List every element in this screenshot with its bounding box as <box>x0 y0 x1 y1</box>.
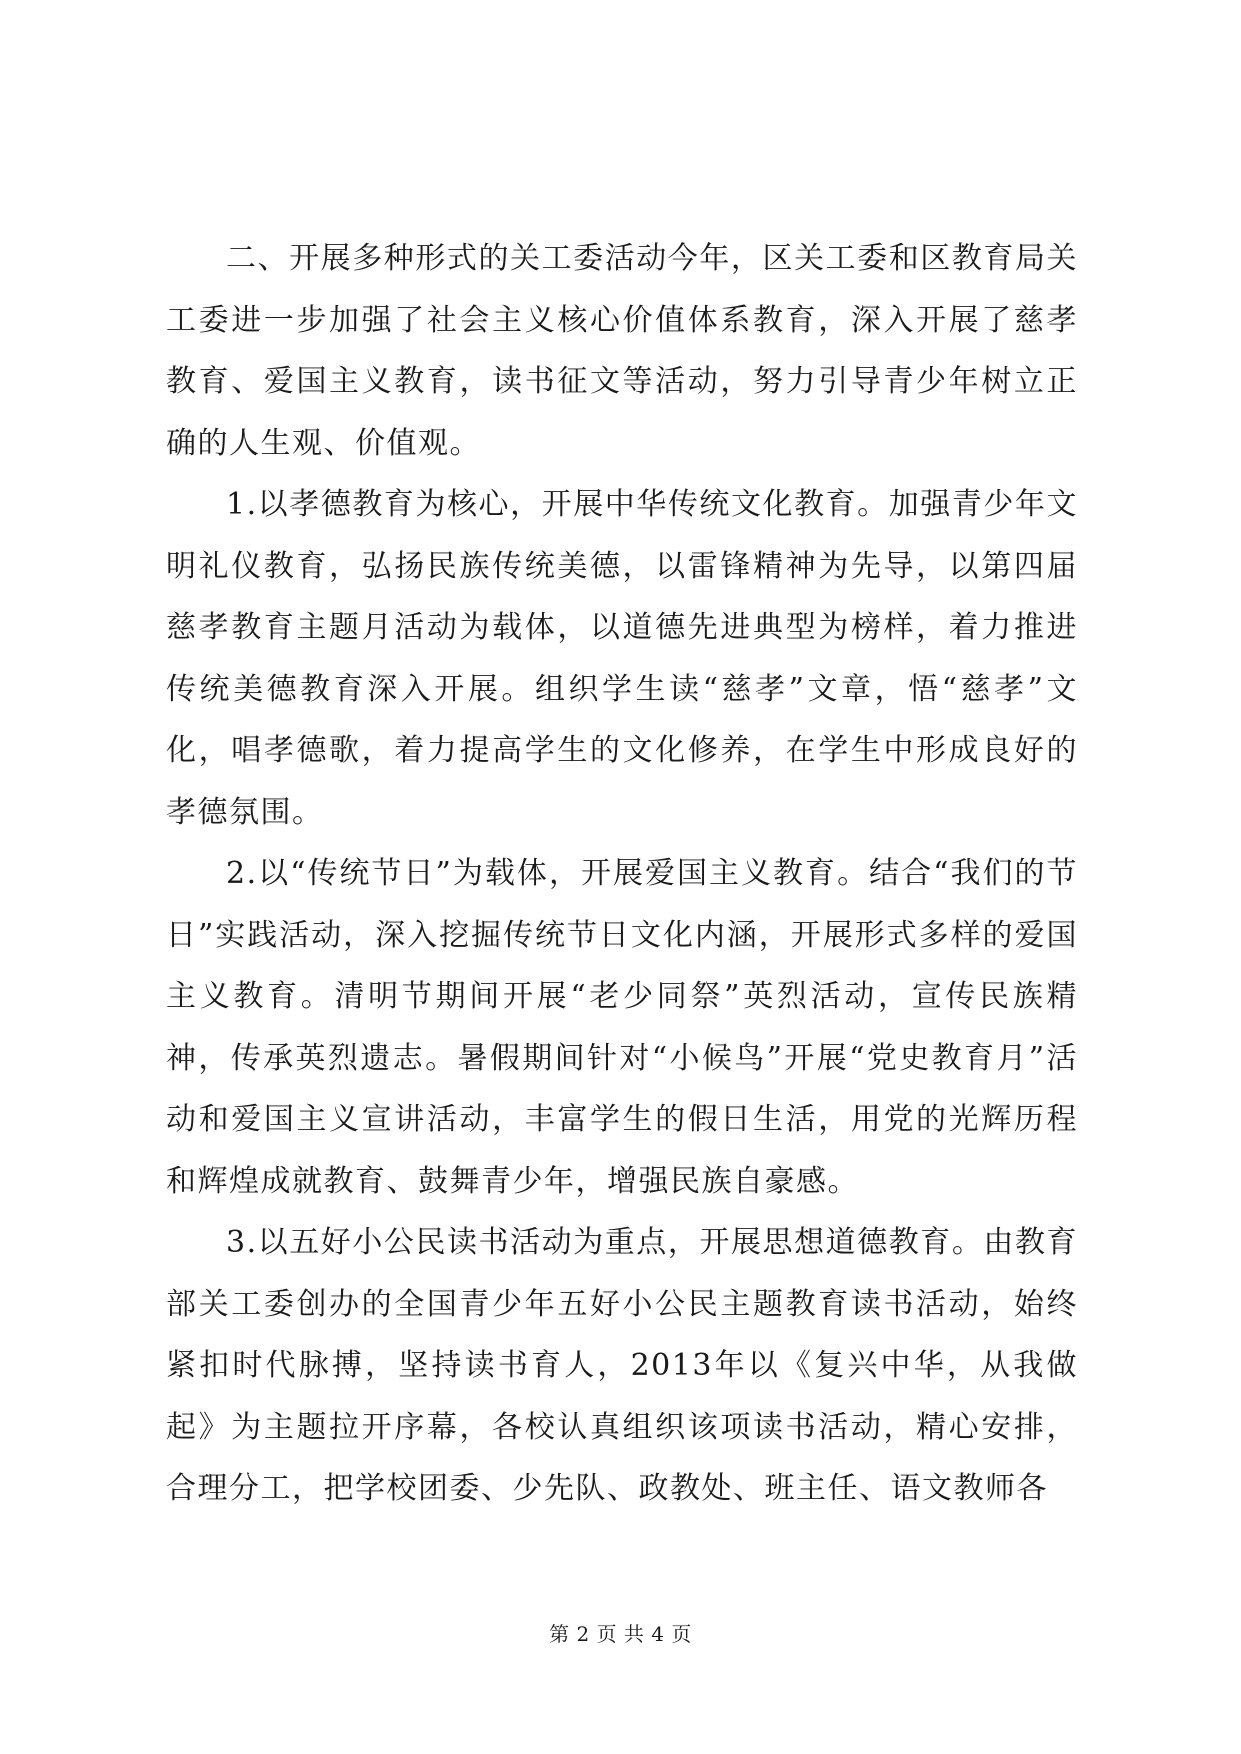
paragraph-item-2: 2.以“传统节日”为载体，开展爱国主义教育。结合“我们的节日”实践活动，深入挖掘传统节日文化内涵，开展形式多样的爱国主义教育。清明节期间开展“老少同祭”英烈活动，宣传民族精神，传承英烈遗志。暑假期间针对“小候鸟”开展“党史教育月”活动和爱国主义宣讲活动，丰富学生的假日生活，用党的光辉历程和辉煌成就教育、鼓舞青少年，增强民族自豪感。 <box>166 856 1078 1199</box>
page-number-indicator: 第 2 页 共 4 页 <box>549 1622 692 1646</box>
page-footer <box>0 1618 1241 1647</box>
document-body <box>166 228 1078 1520</box>
paragraph-item-3: 3.以五好小公民读书活动为重点，开展思想道德教育。由教育部关工委创办的全国青少年五好小公民主题教育读书活动，始终紧扣时代脉搏，坚持读书育人，2013年以《复兴中华，从我做起》为主题拉开序幕，各校认真组织该项读书活动，精心安排，合理分工，把学校团委、少先队、政教处、班主任、语文教师各 <box>166 1225 1078 1506</box>
paragraph-item-1: 1.以孝德教育为核心，开展中华传统文化教育。加强青少年文明礼仪教育，弘扬民族传统美德，以雷锋精神为先导，以第四届慈孝教育主题月活动为载体，以道德先进典型为榜样，着力推进传统美德教育深入开展。组织学生读“慈孝”文章，悟“慈孝”文化，唱孝德歌，着力提高学生的文化修养，在学生中形成良好的孝德氛围。 <box>166 487 1078 830</box>
paragraph-intro: 二、开展多种形式的关工委活动今年，区关工委和区教育局关工委进一步加强了社会主义核心价值体系教育，深入开展了慈孝教育、爱国主义教育，读书征文等活动，努力引导青少年树立正确的人生观、价值观。 <box>166 241 1078 461</box>
